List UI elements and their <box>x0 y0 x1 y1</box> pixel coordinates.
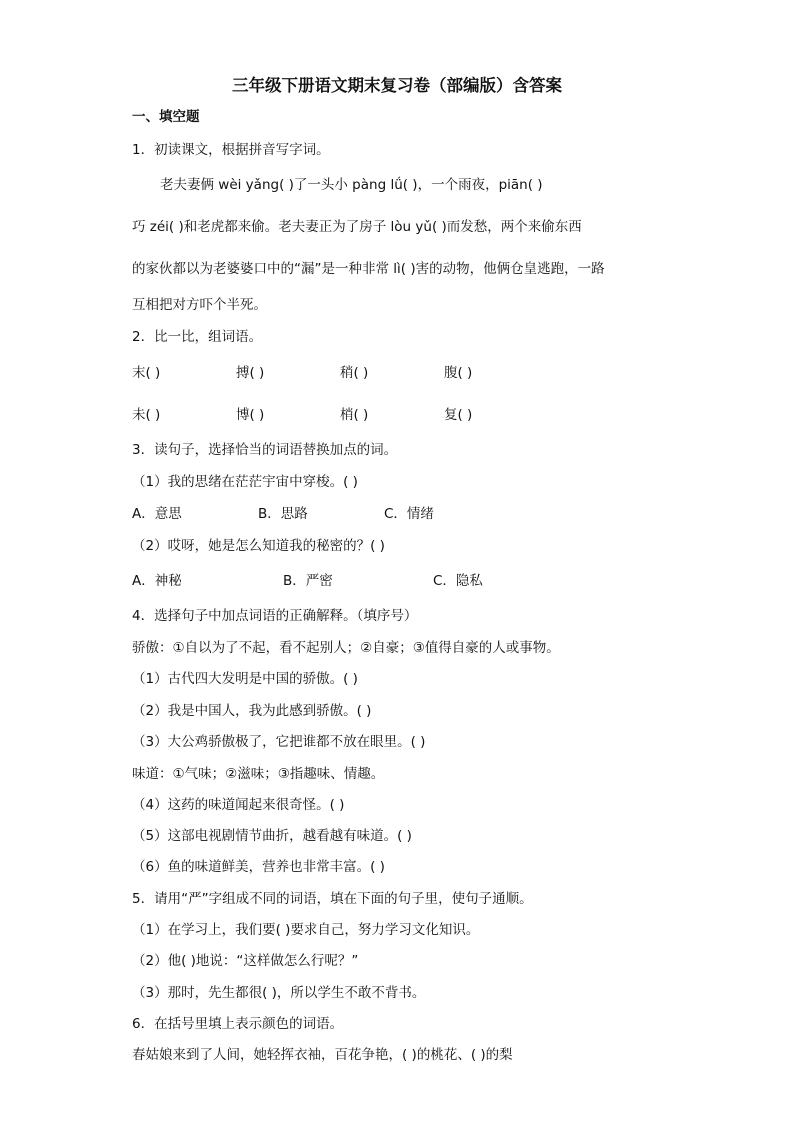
choice-option: C．情绪 <box>384 506 434 522</box>
question-3-sentence-2: （2）哎呀，她是怎么知道我的秘密的？( ) <box>132 538 385 554</box>
question-4-stem: 4．选择句子中加点词语的正确解释。（填序号） <box>132 608 418 624</box>
question-2-row-1 <box>0 364 794 382</box>
choice-option: A．意思 <box>132 506 182 522</box>
choice-option: A．神秘 <box>132 573 182 589</box>
word-pair-item: 末( ) <box>132 365 161 381</box>
choice-option: B．严密 <box>283 573 333 589</box>
question-1-line: 互相把对方吓个半死。 <box>132 297 267 313</box>
question-2-row-2 <box>0 406 794 424</box>
question-4-item: （3）大公鸡骄傲极了，它把谁都不放在眼里。( ) <box>132 734 426 750</box>
question-4-item: （2）我是中国人，我为此感到骄傲。( ) <box>132 703 372 719</box>
word-pair-item: 复( ) <box>444 407 473 423</box>
question-1-line: 的家伙都以为老婆婆口中的“漏”是一种非常 lì( )害的动物，他俩仓皇逃跑，一路 <box>132 261 605 277</box>
word-pair-item: 搏( ) <box>236 365 265 381</box>
word-pair-item: 未( ) <box>132 407 161 423</box>
definition-jiaoao: 骄傲：①自以为了不起，看不起别人；②自豪；③值得自豪的人或事物。 <box>132 640 560 656</box>
question-1-stem: 1．初读课文，根据拼音写字词。 <box>132 142 330 158</box>
section-heading-fill-blank: 一、填空题 <box>132 109 200 125</box>
question-1-line: 巧 zéi( )和老虎都来偷。老夫妻正为了房子 lòu yǔ( )而发愁，两个来偷东西 <box>132 219 582 235</box>
question-4-item: （4）这药的味道闻起来很奇怪。( ) <box>132 797 345 813</box>
word-pair-item: 稍( ) <box>340 365 369 381</box>
question-5-stem: 5．请用“严”字组成不同的词语，填在下面的句子里，使句子通顺。 <box>132 891 533 907</box>
question-3-stem: 3．读句子，选择恰当的词语替换加点的词。 <box>132 442 398 458</box>
choice-option: B．思路 <box>258 506 308 522</box>
choice-option: C．隐私 <box>433 573 483 589</box>
question-4-item: （5）这部电视剧情节曲折，越看越有味道。( ) <box>132 828 412 844</box>
page-title: 三年级下册语文期末复习卷（部编版）含答案 <box>232 76 562 95</box>
definition-weidao: 味道：①气味；②滋味；③指趣味、情趣。 <box>132 766 385 782</box>
question-5-item: （1）在学习上，我们要( )要求自己，努力学习文化知识。 <box>132 922 480 938</box>
question-6-stem: 6．在括号里填上表示颜色的词语。 <box>132 1016 344 1032</box>
question-3-options-1 <box>0 505 794 523</box>
question-3-sentence-1: （1）我的思绪在茫茫宇宙中穿梭。( ) <box>132 474 358 490</box>
word-pair-item: 博( ) <box>236 407 265 423</box>
question-6-line: 春姑娘来到了人间，她轻挥衣袖，百花争艳，( )的桃花、( )的梨 <box>132 1047 513 1063</box>
question-5-item: （3）那时，先生都很( )，所以学生不敢不背书。 <box>132 985 426 1001</box>
question-4-item: （6）鱼的味道鲜美，营养也非常丰富。( ) <box>132 859 385 875</box>
question-2-stem: 2．比一比，组词语。 <box>132 329 263 345</box>
question-1-line: 老夫妻俩 wèi yǎng( )了一头小 pàng lǘ( )，一个雨夜，piān( ) <box>160 177 543 193</box>
word-pair-item: 腹( ) <box>444 365 473 381</box>
question-3-options-2 <box>0 572 794 590</box>
question-4-item: （1）古代四大发明是中国的骄傲。( ) <box>132 671 358 687</box>
question-5-item: （2）他( )地说：“这样做怎么行呢？” <box>132 953 359 969</box>
word-pair-item: 梢( ) <box>340 407 369 423</box>
